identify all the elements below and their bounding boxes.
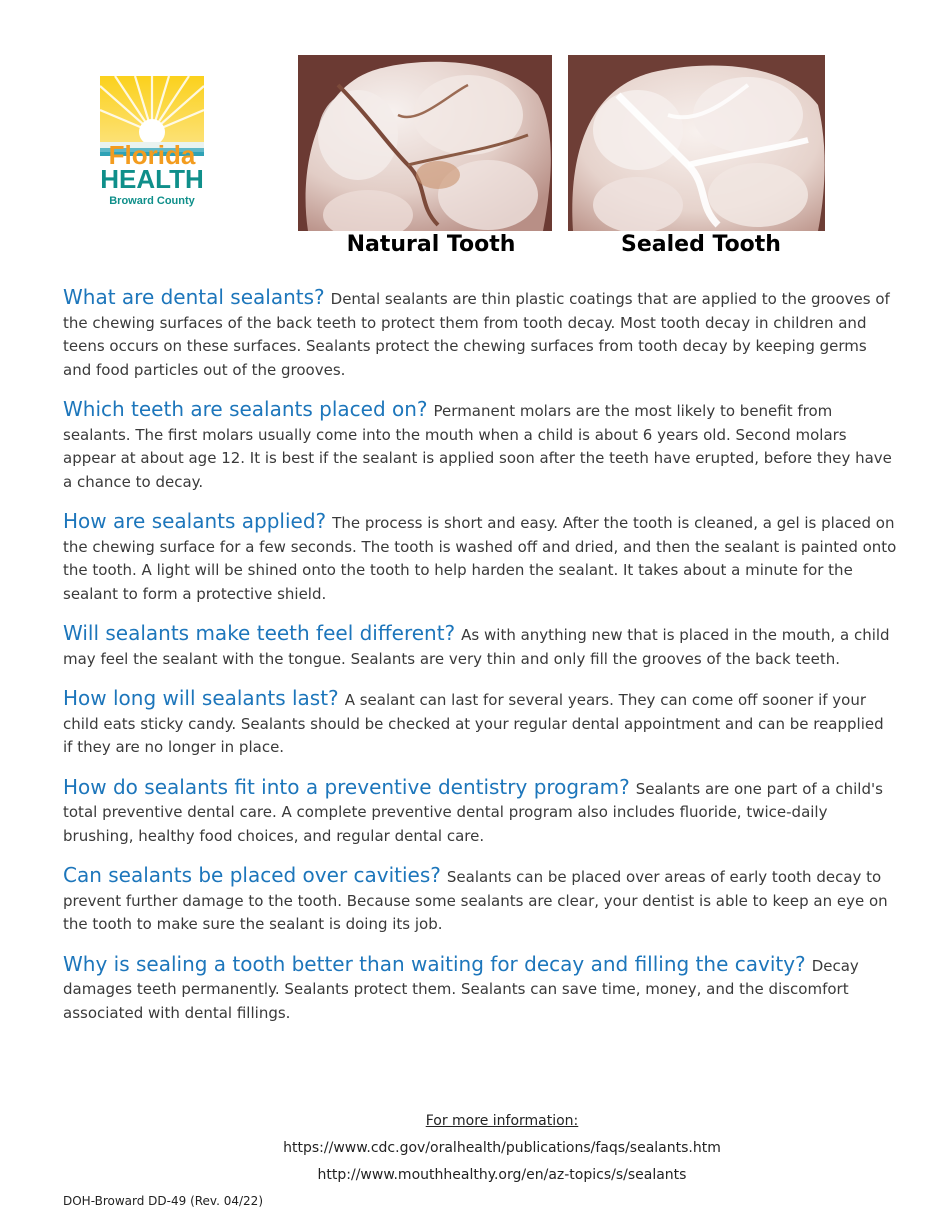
florida-health-logo xyxy=(100,76,204,210)
faq-answer: Sealants are one part of a child's total preventive dental care. A complete preventive dental program also includes fluoride, twice-daily brushing, healthy food choices, and regular dental care. xyxy=(63,779,883,845)
more-info-section xyxy=(0,1108,950,1189)
faq-section xyxy=(63,286,897,1041)
faq-item xyxy=(63,398,897,494)
faq-answer: The process is short and easy. After the tooth is cleaned, a gel is placed on the chewing surface for a few seconds. The tooth is washed off and dried, and then the sealant is painted onto the tooth. A light will be shined onto the tooth to help harden the sealant. It takes about a minute for the sealant to form a protective shield. xyxy=(63,514,897,603)
faq-item xyxy=(63,286,897,382)
cdc-link[interactable]: https://www.cdc.gov/oralhealth/publications/faqs/sealants.htm xyxy=(283,1140,721,1156)
mouthhealthy-link[interactable]: http://www.mouthhealthy.org/en/az-topics/s/sealants xyxy=(317,1167,687,1183)
natural-tooth-photo xyxy=(298,55,552,231)
faq-answer: Dental sealants are thin plastic coatings that are applied to the grooves of the chewing surfaces of the back teeth to protect them from tooth decay. Most tooth decay in children and teens occurs on these surfaces. Sealants protect the chewing surfaces from tooth decay by keeping germs and food particles out of the grooves. xyxy=(63,290,890,379)
faq-item xyxy=(63,953,897,1026)
faq-question: How long will sealants last? xyxy=(63,686,339,710)
faq-question: Which teeth are sealants placed on? xyxy=(63,397,428,421)
faq-answer: A sealant can last for several years. They can come off sooner if your child eats sticky candy. Sealants should be checked at your regular dental appointment and can be reapplied if they are no longer in place. xyxy=(63,691,884,756)
logo-florida-text: Florida xyxy=(108,140,196,170)
logo-county-text: Broward County xyxy=(109,195,195,207)
faq-question: Can sealants be placed over cavities? xyxy=(63,863,441,887)
faq-question: What are dental sealants? xyxy=(63,285,325,309)
document-code: DOH-Broward DD-49 (Rev. 04/22) xyxy=(63,1194,263,1208)
faq-item xyxy=(63,510,897,606)
faq-answer: As with anything new that is placed in the mouth, a child may feel the sealant with the tongue. Sealants are very thin and only fill the grooves of the back teeth. xyxy=(63,626,890,668)
faq-question: Will sealants make teeth feel different? xyxy=(63,621,456,645)
faq-answer: Sealants can be placed over areas of early tooth decay to prevent further damage to the tooth. Because some sealants are clear, your dentist is able to keep an eye on the tooth to make sure the sealant is doing its job. xyxy=(63,868,888,933)
faq-item xyxy=(63,776,897,849)
faq-answer: Permanent molars are the most likely to benefit from sealants. The first molars usually come into the mouth when a child is about 6 years old. Second molars appear at about age 12. It is best if the sealant is applied soon after the teeth have erupted, before they have a chance to decay. xyxy=(63,402,892,491)
logo-health-text: HEALTH xyxy=(100,164,204,194)
faq-question: How do sealants fit into a preventive dentistry program? xyxy=(63,774,630,799)
sealed-tooth-caption: Sealed Tooth xyxy=(621,232,781,257)
faq-question: How are sealants applied? xyxy=(63,509,327,533)
more-info-heading: For more information: xyxy=(425,1113,579,1129)
sunburst-icon xyxy=(100,76,204,210)
sealed-tooth-photo xyxy=(568,55,825,231)
faq-item xyxy=(63,687,897,760)
natural-tooth-caption: Natural Tooth xyxy=(346,232,516,257)
faq-item xyxy=(63,622,897,671)
faq-item xyxy=(63,864,897,937)
faq-answer: Decay damages teeth permanently. Sealants protect them. Sealants can save time, money, and the discomfort associated with dental fillings. xyxy=(63,956,859,1022)
faq-question: Why is sealing a tooth better than waiting for decay and filling the cavity? xyxy=(63,951,806,976)
